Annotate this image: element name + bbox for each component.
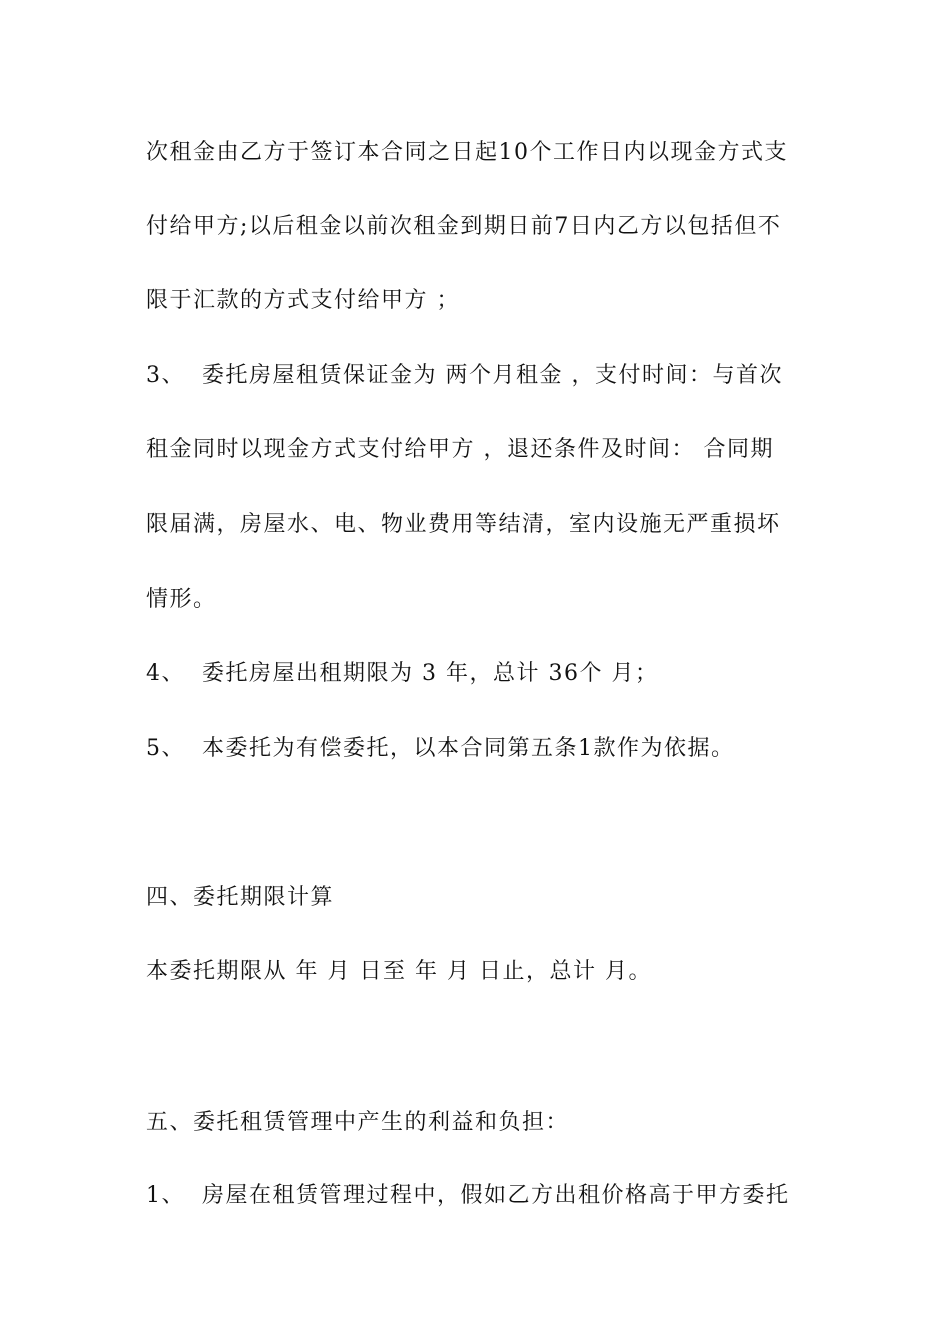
text-line: 5、 本委托为有偿委托，以本合同第五条1款作为依据。 <box>146 736 735 761</box>
text-line: 限于汇款的方式支付给甲方 ； <box>146 288 460 313</box>
text-line: 本委托期限从 年 月 日至 年 月 日止，总计 月。 <box>146 959 652 984</box>
text-line: 次租金由乙方于签订本合同之日起10个工作日内以现金方式支 <box>146 140 788 165</box>
text-line: 付给甲方;以后租金以前次租金到期日前7日内乙方以包括但不 <box>146 214 782 239</box>
text-line: 4、 委托房屋出租期限为 3 年，总计 36个 月； <box>146 661 659 686</box>
section-heading: 四、委托期限计算 <box>146 885 335 910</box>
text-line: 情形。 <box>146 587 217 612</box>
text-line: 1、 房屋在租赁管理过程中，假如乙方出租价格高于甲方委托 <box>146 1183 790 1208</box>
text-line: 租金同时以现金方式支付给甲方 ，退还条件及时间： 合同期 <box>146 437 774 462</box>
section-heading: 五、委托租赁管理中产生的利益和负担： <box>146 1110 570 1135</box>
text-line: 限届满，房屋水、电、物业费用等结清，室内设施无严重损坏 <box>146 512 781 537</box>
text-line: 3、 委托房屋租赁保证金为 两个月租金 ，支付时间：与首次 <box>146 363 783 388</box>
